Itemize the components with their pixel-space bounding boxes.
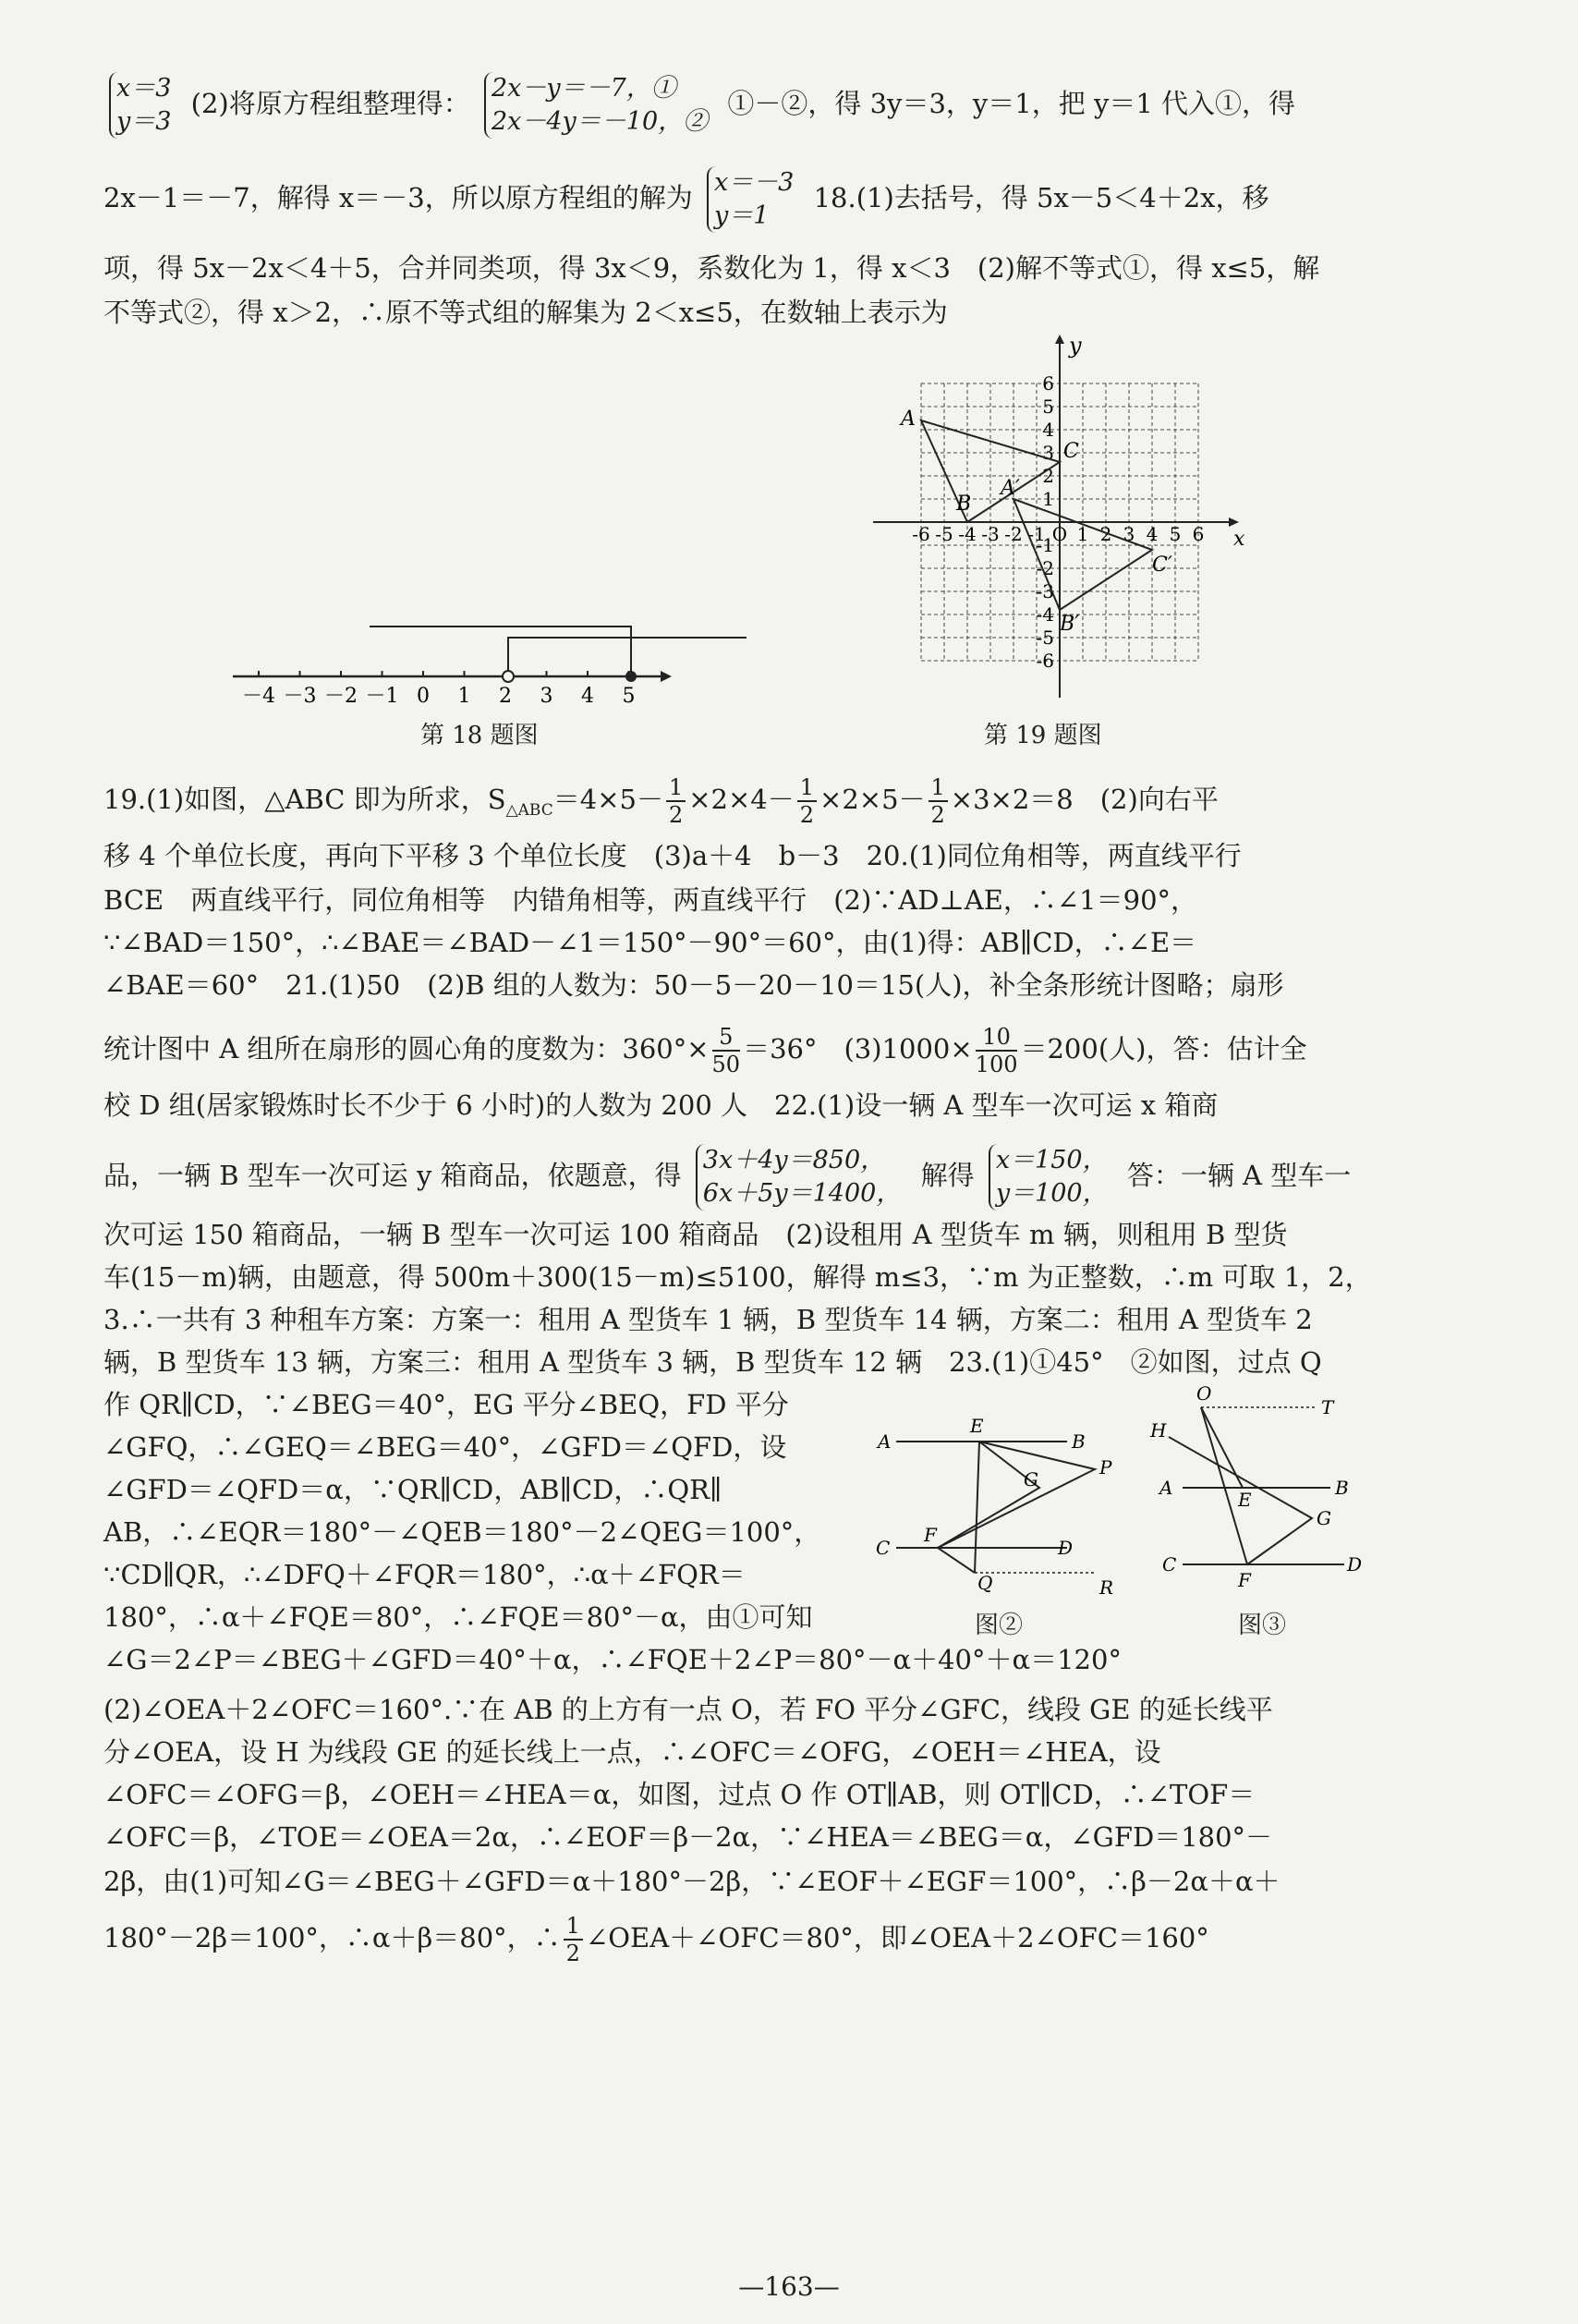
grid-x-label: -1 <box>1027 523 1046 545</box>
text-line: 不等式②，得 x＞2，∴原不等式组的解集为 2＜x≤5，在数轴上表示为 <box>103 297 948 328</box>
number-line-label: 0 <box>417 685 430 708</box>
text-line: BCE 两直线平行，同位角相等 内错角相等，两直线平行 (2)∵AD⊥AE，∴∠1＝90°， <box>103 884 1198 916</box>
text-line: ∵CD∥QR，∴∠DFQ＋∠FQR＝180°，∴α＋∠FQR＝ <box>103 1559 746 1590</box>
text-line: 作 QR∥CD，∵∠BEG＝40°，EG 平分∠BEQ，FD 平分 <box>103 1389 789 1420</box>
page-number: —163— <box>738 2271 840 2302</box>
svg-text:A: A <box>1159 1477 1173 1499</box>
svg-text:A: A <box>878 1430 892 1453</box>
text-line: 19.(1)如图，△ABC 即为所求，$S_{\triangle ABC}=4\times 5-$ $\frac{1}{2}$ ×2×4－ $\frac{1}{2}$ ×2×5－ $\frac{1}{2}$ ×3×2＝8 (2)向右平 <box>103 774 1219 828</box>
number-line-label: －2 <box>324 685 358 708</box>
grid-x-label: 6 <box>1192 523 1205 545</box>
svg-text:P: P <box>1099 1456 1112 1478</box>
text-line: 品，一辆 B 型车一次可运 y 箱商品，依题意，得 3x＋4y＝850， 6x＋5y＝1400， 解得 x＝150， y＝100， 答：一辆 A 型车一 <box>103 1144 1480 1211</box>
text-line: x＝3 y＝3 (2)将原方程组整理得： 2x－y＝－7，① 2x－4y＝－10，② ①－②，得 3y＝3，y＝1，把 y＝1 代入①，得 <box>103 72 1480 139</box>
svg-text:E: E <box>1238 1489 1252 1511</box>
text-line: 180°－2β＝100°，∴α＋β＝80°，∴ $\frac{1}{2}$ ∠OEA＋∠OFC＝80°，即∠OEA＋2∠OFC＝160° <box>103 1913 1209 1966</box>
text-line: 移 4 个单位长度，再向下平移 3 个单位长度 (3)a＋4 b－3 20.(1)同位角相等，两直线平行 <box>103 840 1242 871</box>
svg-text:A′: A′ <box>1001 477 1020 500</box>
grid-x-label: 3 <box>1123 523 1135 545</box>
text-line: 次可运 150 箱商品，一辆 B 型车一次可运 100 箱商品 (2)设租用 A 型货车 m 辆，则租用 B 型货 <box>103 1219 1288 1250</box>
text-line: 校 D 组(居家锻炼时长不少于 6 小时)的人数为 200 人 22.(1)设一辆 A 型车一次可运 x 箱商 <box>103 1089 1219 1121</box>
svg-text:F: F <box>924 1524 937 1546</box>
text-line: ∠G＝2∠P＝∠BEG＋∠GFD＝40°＋α，∴∠FQE＋2∠P＝80°－α＋40°＋α＝120° <box>103 1644 1122 1675</box>
text-line: 车(15－m)辆，由题意，得 500m＋300(15－m)≤5100，解得 m≤3，∵m 为正整数，∴m 可取 1，2， <box>103 1261 1372 1293</box>
fig18-caption: 第 18 题图 <box>420 722 539 749</box>
grid-y-label: -1 <box>1036 534 1054 556</box>
svg-text:C: C <box>876 1537 891 1559</box>
svg-text:E: E <box>970 1415 984 1437</box>
number-line-label: 4 <box>581 685 594 708</box>
svg-text:C′: C′ <box>1152 554 1172 577</box>
grid-y-label: 5 <box>1042 395 1054 418</box>
svg-text:x: x <box>1233 528 1245 551</box>
grid-y-label: -5 <box>1036 627 1054 649</box>
text-line: 2x－1＝－7，解得 x＝－3，所以原方程组的解为 x＝－3 y＝1 18.(1)去括号，得 5x－5＜4＋2x，移 <box>103 166 1480 233</box>
svg-text:D: D <box>1058 1537 1074 1559</box>
svg-text:B: B <box>1072 1430 1086 1453</box>
grid-x-label: -4 <box>958 523 977 545</box>
grid-y-label: -4 <box>1036 603 1054 626</box>
grid-x-label: 5 <box>1169 523 1182 545</box>
equation-system: x＝150， y＝100， <box>989 1144 1113 1211</box>
equation-system: 2x－y＝－7，① 2x－4y＝－10，② <box>484 72 713 139</box>
equation-system: x＝3 y＝3 <box>109 72 176 139</box>
number-line-label: －3 <box>283 685 317 708</box>
grid-x-label: 1 <box>1076 523 1089 545</box>
svg-text:y: y <box>1069 333 1082 359</box>
text-line: ∠GFD＝∠QFD＝α，∵QR∥CD，AB∥CD，∴QR∥ <box>103 1474 722 1505</box>
grid-y-label: 4 <box>1042 419 1054 441</box>
text-line: 分∠OEA，设 H 为线段 GE 的延长线上一点，∴∠OFC＝∠OFG，∠OEH＝∠HEA，设 <box>103 1736 1161 1768</box>
grid-x-label: -5 <box>935 523 953 545</box>
svg-text:H: H <box>1150 1419 1167 1442</box>
number-line-label: 3 <box>540 685 553 708</box>
open-point <box>503 671 514 682</box>
number-line-label: －4 <box>242 685 275 708</box>
svg-text:O: O <box>1196 1382 1212 1405</box>
text-line: 3.∴一共有 3 种租车方案：方案一：租用 A 型货车 1 辆，B 型货车 14 辆，方案二：租用 A 型货车 2 <box>103 1304 1313 1335</box>
grid-y-label: -2 <box>1036 557 1054 579</box>
grid-x-label: 2 <box>1099 523 1112 545</box>
text-line: ∠OFC＝β，∠TOE＝∠OEA＝2α，∴∠EOF＝β－2α，∵∠HEA＝∠BEG＝α，∠GFD＝180°－ <box>103 1821 1273 1853</box>
number-line-label: －1 <box>365 685 399 708</box>
grid-y-label: 3 <box>1042 442 1054 464</box>
text-line: 180°，∴α＋∠FQE＝80°，∴∠FQE＝80°－α，由①可知 <box>103 1601 813 1633</box>
text-line: (2)∠OEA＋2∠OFC＝160°.∵在 AB 的上方有一点 O，若 FO 平分∠GFC，线段 GE 的延长线平 <box>103 1694 1273 1725</box>
svg-text:D: D <box>1347 1553 1363 1576</box>
svg-text:B: B <box>956 493 972 516</box>
grid-x-label: -2 <box>1004 523 1023 545</box>
fig3-caption: 图③ <box>1238 1612 1287 1639</box>
svg-text:B: B <box>1335 1477 1349 1499</box>
geometry-figure-2 <box>868 1405 1146 1617</box>
grid-x-label: 4 <box>1146 523 1159 545</box>
grid-x-label: -6 <box>912 523 930 545</box>
text-line: ∠GFQ，∴∠GEQ＝∠BEG＝40°，∠GFD＝∠QFD，设 <box>103 1431 787 1463</box>
number-line-label: 5 <box>622 685 636 708</box>
text-line: 2β，由(1)可知∠G＝∠BEG＋∠GFD＝α＋180°－2β，∵∠EOF＋∠EGF＝100°，∴β－2α＋α＋ <box>103 1866 1281 1897</box>
svg-text:C: C <box>1063 440 1079 463</box>
text-line: ∠BAE＝60° 21.(1)50 (2)B 组的人数为：50－5－20－10＝15(人)，补全条形统计图略；扇形 <box>103 969 1284 1001</box>
number-line-label: 1 <box>457 685 471 708</box>
text-line: 统计图中 A 组所在扇形的圆心角的度数为：360°× $\frac{5}{50}$ ＝36° (3)1000× $\frac{10}{100}$ ＝200(人)，答：估计全 <box>103 1024 1307 1077</box>
fig2-caption: 图② <box>975 1612 1024 1639</box>
geometry-figure-3 <box>1146 1381 1377 1603</box>
text-line: 辆，B 型货车 13 辆，方案三：租用 A 型货车 3 辆，B 型货车 12 辆 23.(1)①45° ②如图，过点 Q <box>103 1346 1322 1378</box>
text-line: ∠OFC＝∠OFG＝β，∠OEH＝∠HEA＝α，如图，过点 O 作 OT∥AB，则 OT∥CD，∴∠TOF＝ <box>103 1779 1256 1810</box>
svg-text:T: T <box>1321 1396 1334 1418</box>
grid-x-label: -3 <box>981 523 1000 545</box>
svg-text:A: A <box>901 408 916 431</box>
svg-text:G: G <box>1317 1507 1331 1529</box>
grid-x-label: O <box>1051 523 1068 545</box>
svg-text:R: R <box>1099 1576 1114 1599</box>
grid-y-label: -3 <box>1036 580 1054 602</box>
svg-text:C: C <box>1162 1553 1177 1576</box>
text-line: 项，得 5x－2x＜4＋5，合并同类项，得 3x＜9，系数化为 1，得 x＜3 (2)解不等式①，得 x≤5，解 <box>103 252 1320 284</box>
closed-point <box>625 671 637 682</box>
equation-system: 3x＋4y＝850， 6x＋5y＝1400， <box>696 1144 907 1211</box>
coordinate-grid-figure <box>864 333 1252 702</box>
svg-text:B′: B′ <box>1060 613 1080 636</box>
text-line: ∵∠BAD＝150°，∴∠BAE＝∠BAD－∠1＝150°－90°＝60°，由(1)得：AB∥CD，∴∠E＝ <box>103 927 1197 958</box>
svg-text:F: F <box>1238 1569 1251 1591</box>
svg-text:Q: Q <box>977 1572 993 1594</box>
grid-y-label: 2 <box>1042 465 1054 487</box>
fig19-caption: 第 19 题图 <box>984 722 1102 749</box>
grid-y-label: 1 <box>1042 488 1054 510</box>
grid-y-label: -6 <box>1036 650 1054 672</box>
svg-text:G: G <box>1024 1468 1038 1491</box>
grid-y-label: 6 <box>1042 372 1054 395</box>
equation-system: x＝－3 y＝1 <box>707 166 799 233</box>
number-line-label: 2 <box>499 685 512 708</box>
text-line: AB，∴∠EQR＝180°－∠QEB＝180°－2∠QEG＝100°， <box>103 1516 821 1548</box>
